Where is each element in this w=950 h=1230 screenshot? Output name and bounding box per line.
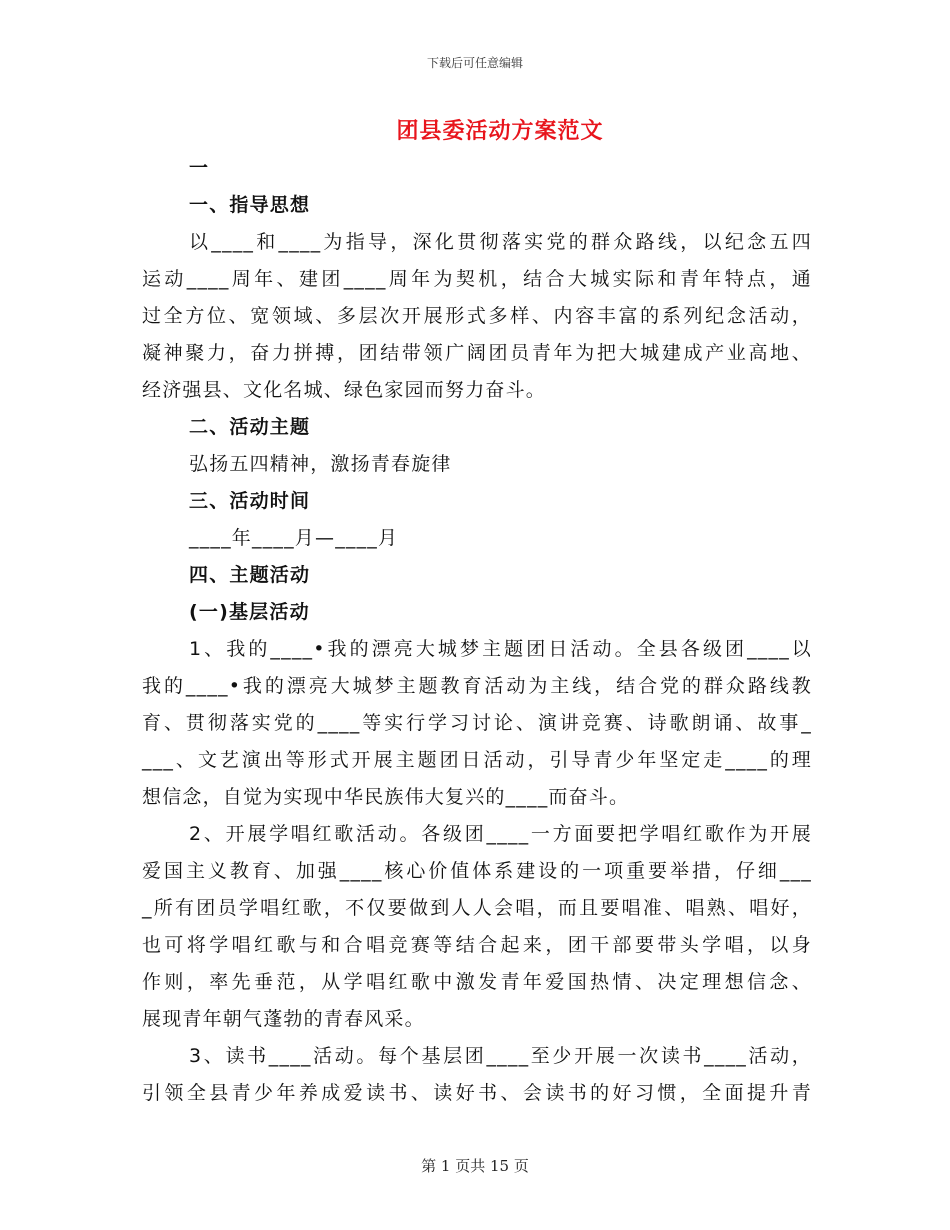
document-body: [142, 150, 812, 1112]
body-line: _所有团员学唱红歌，不仅要做到人人会唱，而且要唱准、唱熟、唱好，: [142, 897, 812, 919]
body-line: 我的____•我的漂亮大城梦主题教育活动为主线，结合党的群众路线教: [142, 675, 812, 697]
page-footer: 第 1 页共 15 页: [421, 1157, 529, 1175]
body-line: 引领全县青少年养成爱读书、读好书、会读书的好习惯，全面提升青: [142, 1082, 812, 1104]
body-line: 想信念，自觉为实现中华民族伟大复兴的____而奋斗。: [142, 786, 630, 808]
section-heading: 一、指导思想: [189, 194, 311, 216]
body-line: 运动____周年、建团____周年为契机，结合大城实际和青年特点，通: [142, 268, 812, 290]
body-line: ___、文艺演出等形式开展主题团日活动，引导青少年坚定走____的理: [142, 749, 812, 771]
header-note: 下载后可任意编辑: [426, 56, 523, 70]
body-line: 以____和____为指导，深化贯彻落实党的群众路线，以纪念五四: [189, 231, 812, 253]
body-line: 展现青年朝气蓬勃的青春风采。: [142, 1008, 425, 1030]
section-heading: 二、活动主题: [189, 416, 311, 438]
body-line: 凝神聚力，奋力拼搏，团结带领广阔团员青年为把大城建成产业高地、: [142, 342, 812, 364]
body-line: 1、我的____•我的漂亮大城梦主题团日活动。全县各级团____以: [189, 638, 812, 660]
body-line: 育、贯彻落实党的____等实行学习讨论、演讲竞赛、诗歌朗诵、故事_: [142, 712, 812, 734]
section-heading: (一)基层活动: [189, 601, 310, 623]
body-line: 经济强县、文化名城、绿色家园而努力奋斗。: [142, 379, 547, 401]
body-line: 作则，率先垂范，从学唱红歌中激发青年爱国热情、决定理想信念、: [142, 971, 812, 993]
section-heading: 四、主题活动: [189, 564, 311, 586]
document-title: 团县委活动方案范文: [396, 119, 604, 144]
body-line: 过全方位、宽领域、多层次开展形式多样、内容丰富的系列纪念活动，: [142, 305, 812, 327]
body-line: ____年____月—____月: [189, 527, 399, 549]
body-line: 2、开展学唱红歌活动。各级团____一方面要把学唱红歌作为开展: [189, 823, 812, 845]
body-line: 弘扬五四精神，激扬青春旋律: [189, 453, 452, 475]
section-heading: 三、活动时间: [189, 490, 311, 512]
section-heading: 一: [189, 157, 210, 179]
body-line: 3、读书____活动。每个基层团____至少开展一次读书____活动，: [189, 1045, 812, 1067]
body-line: 爱国主义教育、加强____核心价值体系建设的一项重要举措，仔细___: [142, 860, 812, 882]
body-line: 也可将学唱红歌与和合唱竞赛等结合起来，团干部要带头学唱，以身: [142, 934, 812, 956]
